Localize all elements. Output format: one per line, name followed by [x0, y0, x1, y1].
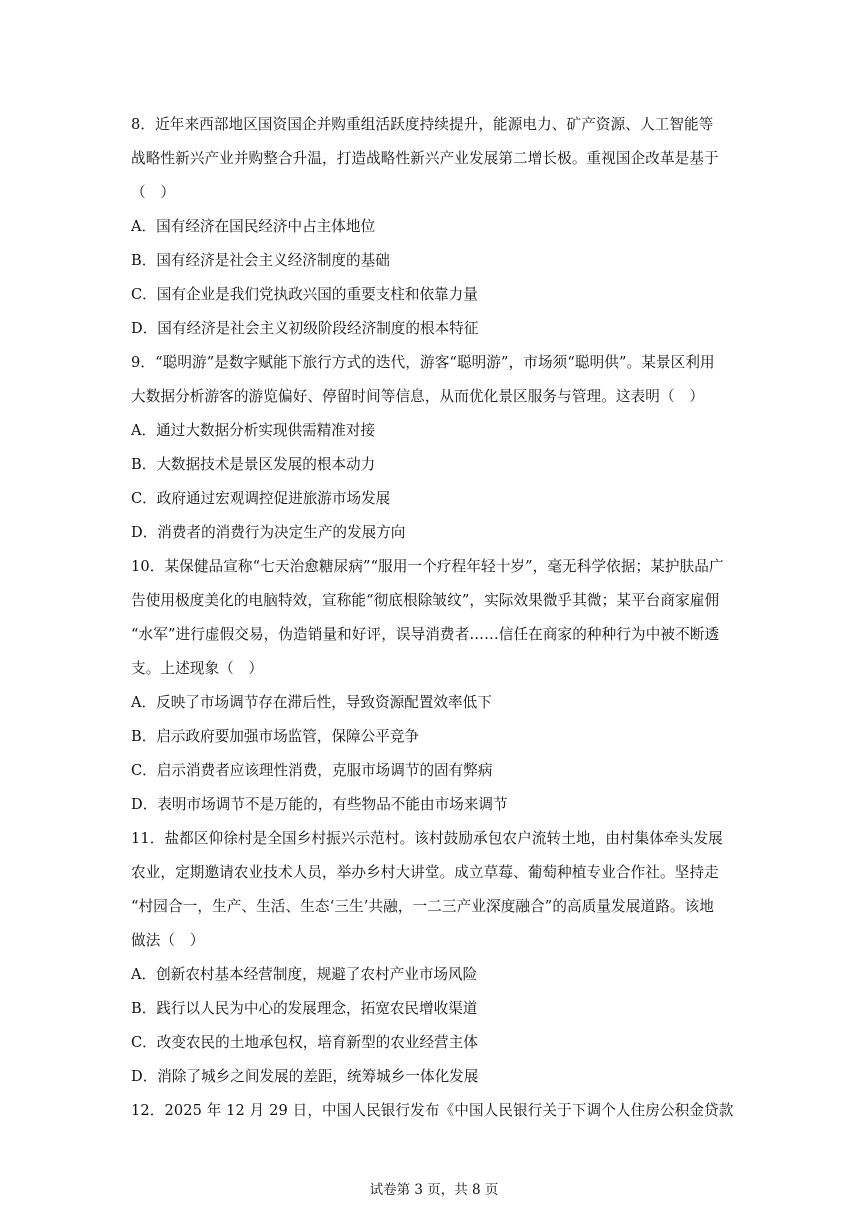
stem-line: （ ）	[131, 184, 176, 201]
stem-line: 告使用极度美化的电脑特效，宣称能“彻底根除皱纹”，实际效果微乎其微；某平台商家雇佣	[131, 592, 720, 609]
option-c: C．国有企业是我们党执政兴国的重要支柱和依靠力量	[131, 286, 478, 303]
question-stem	[131, 550, 741, 686]
questions-area	[131, 108, 741, 1128]
stem-line: 9．“聪明游”是数字赋能下旅行方式的迭代，游客“聪明游”，市场须“聪明供”。某景区利用	[131, 354, 715, 371]
option-a: A．反映了市场调节存在滞后性，导致资源配置效率低下	[131, 694, 492, 711]
option-d: D．消费者的消费行为决定生产的发展方向	[131, 524, 406, 541]
question-stem	[131, 346, 741, 414]
option-a: A．创新农村基本经营制度，规避了农村产业市场风险	[131, 966, 478, 983]
question-9	[131, 346, 741, 550]
question-10	[131, 550, 741, 822]
stem-line: 8．近年来西部地区国资国企并购重组活跃度持续提升，能源电力、矿产资源、人工智能等	[131, 116, 714, 133]
option-d: D．表明市场调节不是万能的，有些物品不能由市场来调节	[131, 796, 508, 813]
option-c: C．改变农民的土地承包权，培育新型的农业经营主体	[131, 1034, 478, 1051]
option-d: D．国有经济是社会主义初级阶段经济制度的根本特征	[131, 320, 479, 337]
question-stem	[131, 1094, 741, 1128]
question-12	[131, 1094, 741, 1128]
option-d: D．消除了城乡之间发展的差距，统筹城乡一体化发展	[131, 1068, 479, 1085]
question-stem	[131, 108, 741, 210]
option-b: B．大数据技术是景区发展的根本动力	[131, 456, 376, 473]
stem-line: 11．盐都区仰徐村是全国乡村振兴示范村。该村鼓励承包农户流转土地，由村集体牵头发展	[131, 830, 723, 847]
stem-line: 10．某保健品宣称“七天治愈糖尿病”“服用一个疗程年轻十岁”，毫无科学依据；某护肤品广	[131, 558, 724, 575]
page-footer: 试卷第 3 页，共 8 页	[369, 1182, 499, 1198]
option-b: B．国有经济是社会主义经济制度的基础	[131, 252, 390, 269]
stem-line: “水军”进行虚假交易，伪造销量和好评，误导消费者……信任在商家的种种行为中被不断透	[131, 626, 720, 643]
stem-line: 战略性新兴产业并购整合升温，打造战略性新兴产业发展第二增长极。重视国企改革是基于	[131, 150, 719, 167]
option-a: A．国有经济在国民经济中占主体地位	[131, 218, 376, 235]
stem-line: 支。上述现象（ ）	[131, 660, 264, 677]
stem-line: 12．2025 年 12 月 29 日，中国人民银行发布《中国人民银行关于下调个人住房公积金贷款	[131, 1102, 734, 1119]
option-b: B．践行以人民为中心的发展理念，拓宽农民增收渠道	[131, 1000, 478, 1017]
question-8	[131, 108, 741, 346]
option-c: C．启示消费者应该理性消费，克服市场调节的固有弊病	[131, 762, 493, 779]
stem-line: “村园合一，生产、生活、生态‘三生’共融，一二三产业深度融合”的高质量发展道路。该地	[131, 898, 714, 915]
option-b: B．启示政府要加强市场监管，保障公平竞争	[131, 728, 420, 745]
stem-line: 做法（ ）	[131, 932, 205, 949]
question-stem	[131, 822, 741, 958]
option-a: A．通过大数据分析实现供需精准对接	[131, 422, 376, 439]
question-11	[131, 822, 741, 1094]
stem-line: 大数据分析游客的游览偏好、停留时间等信息，从而优化景区服务与管理。这表明（ ）	[131, 388, 705, 405]
option-c: C．政府通过宏观调控促进旅游市场发展	[131, 490, 391, 507]
stem-line: 农业，定期邀请农业技术人员，举办乡村大讲堂。成立草莓、葡萄种植专业合作社。坚持走	[131, 864, 719, 881]
